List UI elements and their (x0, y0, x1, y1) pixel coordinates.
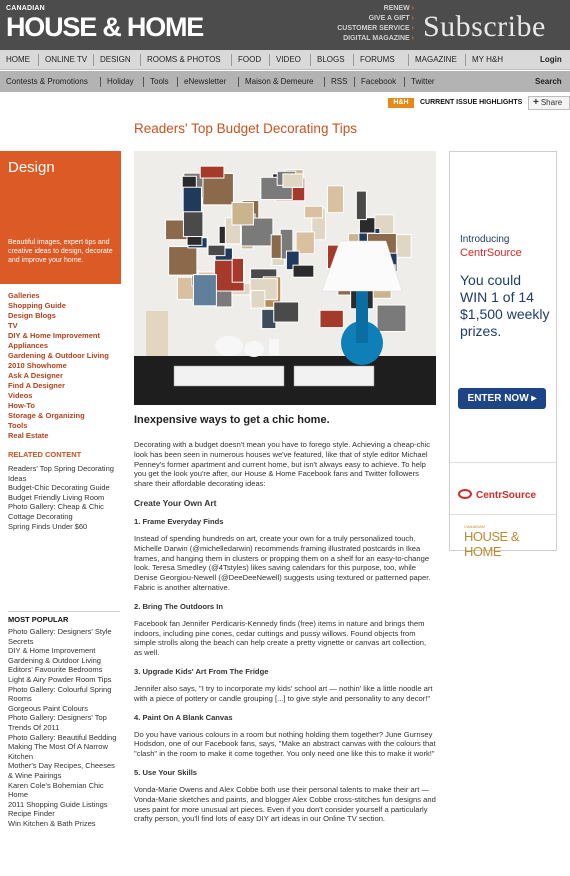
logo-tagline: CANADIAN (6, 5, 45, 12)
related-link[interactable]: Budget-Chic Decorating Guide (8, 483, 110, 493)
ad-brand-text: CentrSource (460, 247, 522, 259)
collage-frame (200, 166, 224, 178)
subnav-divider (238, 77, 239, 87)
subnav-tools[interactable]: Tools (150, 77, 169, 86)
collage-frame (327, 186, 343, 213)
section-nav-item[interactable]: Shopping Guide (8, 301, 66, 310)
popular-link[interactable]: Light & Airy Powder Room Tips (8, 674, 112, 684)
nav-divider (140, 54, 141, 66)
share-button[interactable]: + Share (528, 96, 570, 110)
popular-link[interactable]: Photo Gallery: Beautiful Bedding (8, 732, 117, 742)
site-header (0, 0, 570, 50)
nav-divider (93, 54, 94, 66)
popular-link[interactable]: Recipe Finder (8, 809, 55, 819)
divider (8, 611, 120, 612)
play-arrow-icon: ▸ (531, 393, 537, 404)
site-logo[interactable]: HOUSE & HOME (6, 12, 204, 42)
subnav-divider (324, 77, 325, 87)
nav-divider (408, 54, 409, 66)
promo-link-customer-service[interactable]: CUSTOMER SERVICE › (337, 25, 414, 32)
subnav-twitter[interactable]: Twitter (411, 77, 435, 86)
issue-highlights-bar (0, 96, 570, 112)
nav-online-tv[interactable]: ONLINE TV (45, 55, 88, 64)
nav-divider (269, 54, 270, 66)
popular-link[interactable]: Photo Gallery: Colourful Spring Rooms (8, 684, 112, 704)
tip-title: 5. Use Your Skills (134, 767, 198, 777)
nav-divider (353, 54, 354, 66)
subnav-maison[interactable]: Maison & Demeure (245, 77, 314, 86)
hh-logo-icon: H&H (388, 98, 414, 108)
section-banner (0, 151, 121, 284)
popular-link[interactable]: Karen Cole's Bohemian Chic Home (8, 780, 104, 800)
section-nav-item[interactable]: 2010 Showhome (8, 361, 67, 370)
subscribe-link[interactable]: Subscribe (423, 10, 546, 43)
collage-frame (193, 275, 216, 306)
section-title: Design (8, 159, 55, 176)
section-nav-item[interactable]: Videos (8, 391, 33, 400)
collage-frame (251, 291, 265, 309)
hero-image (134, 151, 436, 405)
collage-frame (305, 206, 323, 218)
collage-frame (232, 258, 243, 282)
subnav-holiday[interactable]: Holiday (107, 77, 134, 86)
popular-link[interactable]: Gardening & Outdoor Living (8, 655, 101, 665)
page-title: Readers' Top Budget Decorating Tips (134, 121, 357, 136)
collage-frame (271, 235, 281, 259)
divider (450, 462, 556, 463)
centrsource-logo: CentrSource (476, 490, 537, 501)
secondary-nav (0, 71, 570, 92)
issue-highlights-link[interactable]: CURRENT ISSUE HIGHLIGHTS (420, 99, 523, 106)
popular-link[interactable]: 2011 Shopping Guide Listings (8, 799, 108, 809)
section-nav-item[interactable]: Tools (8, 421, 28, 430)
section-nav-item[interactable]: Find A Designer (8, 381, 65, 390)
subnav-divider (143, 77, 144, 87)
article-body (134, 440, 436, 833)
collage-frame (296, 232, 314, 254)
collage-wall-illustration (134, 151, 436, 405)
collage-frame (293, 265, 314, 277)
popular-link[interactable]: Photo Gallery: Designers' Style Secrets (8, 627, 112, 646)
section-nav (8, 291, 120, 441)
nav-my-hh[interactable]: MY H&H (472, 55, 503, 64)
search-link[interactable]: Search (535, 77, 562, 86)
ad-prize-text: You could WIN 1 of 14 $1,500 weekly prizes. (460, 272, 550, 339)
centrsource-logo-icon (458, 489, 472, 499)
nav-video[interactable]: VIDEO (276, 55, 301, 64)
promo-link-renew[interactable]: RENEW › (383, 5, 414, 12)
collage-frame (377, 305, 406, 331)
popular-link[interactable]: Making The Most Of A Narrow Kitchen (8, 742, 108, 761)
collage-frame (283, 174, 303, 187)
section-nav-item[interactable]: Gardening & Outdoor Living (8, 351, 109, 360)
subnav-enewsletter[interactable]: eNewsletter (184, 77, 227, 86)
section-nav-item[interactable]: How-To (8, 401, 35, 410)
nav-divider (310, 54, 311, 66)
nav-divider (465, 54, 466, 66)
section-nav-item[interactable]: Appliances (8, 341, 49, 350)
tip-body: Jennifer also says, "I try to incorporate my kids' school art — nothin' like a little noodle art with a piece of pottery or candle grouping [...] to give style and personality to any decor!" (134, 683, 433, 703)
section-nav-item[interactable]: Galleries (8, 291, 40, 300)
most-popular-list (8, 627, 120, 828)
enter-now-button[interactable]: ENTER NOW ▸ (458, 388, 546, 409)
section-nav-item[interactable]: TV (8, 321, 18, 330)
nav-blogs[interactable]: BLOGS (317, 55, 345, 64)
advertisement[interactable] (449, 151, 557, 559)
nav-home[interactable]: HOME (6, 55, 30, 64)
divider (450, 514, 556, 515)
tip-title: 1. Frame Everyday Finds (134, 516, 224, 526)
nav-magazine[interactable]: MAGAZINE (415, 55, 457, 64)
nav-divider (38, 54, 39, 66)
tip-title: 2. Bring The Outdoors In (134, 601, 224, 611)
subnav-rss[interactable]: RSS (331, 77, 348, 86)
popular-link[interactable]: Gorgeous Paint Colours (8, 703, 89, 713)
collage-frame (356, 191, 366, 220)
most-popular-heading: MOST POPULAR (8, 615, 69, 624)
main-nav (0, 50, 570, 70)
hh-logo: HOUSE & HOME (464, 529, 520, 559)
login-link[interactable]: Login (540, 55, 562, 64)
tip-body: Facebook fan Jennifer Perdicaris-Kennedy finds (free) items in nature and brings them indoors, including pine cones, cedar cuttings and pussy willows. Found objects from simple strolls along the beach can help create a pretty vignette or canvas art collection, as well. (134, 618, 427, 658)
tip-body: Vonda-Marie Owens and Alex Cobbe both use their personal talents to make their art — Vonda-Marie sketches and paints, and blogger Alex Cobbe cross-stitches fun designs and uses paint for more unusual art pieces. Even if you don't consider yourself a particularly crafty person, you'll find lots of easy DIY art ideas in our Online TV section. (134, 784, 436, 824)
nav-rooms-photos[interactable]: ROOMS & PHOTOS (147, 55, 221, 64)
section-nav-item[interactable]: Real Estate (8, 431, 49, 440)
collage-frame (320, 310, 343, 327)
plus-icon: + (533, 97, 539, 108)
subnav-contests[interactable]: Contests & Promotions (6, 77, 88, 86)
popular-link[interactable]: Editors' Favourite Bedrooms (8, 665, 103, 675)
tip-title: 3. Upgrade Kids' Art From The Fridge (134, 666, 269, 676)
popular-link[interactable]: Win Kitchen & Bath Prizes (8, 818, 96, 828)
section-nav-item[interactable]: Ask A Designer (8, 371, 63, 380)
collage-frame (232, 202, 253, 225)
related-link[interactable]: Readers' Top Spring Decorating Ideas (8, 464, 114, 483)
collage-frame (183, 212, 203, 237)
article-heading: Create Your Own Art (134, 497, 217, 508)
section-nav-item[interactable]: DIY & Home Improvement (8, 331, 100, 340)
collage-frame (274, 302, 299, 322)
popular-link[interactable]: Mother's Day Recipes, Cheeses & Wine Pairings (8, 761, 115, 780)
related-link[interactable]: Spring Finds Under $60 (8, 521, 88, 531)
section-nav-item[interactable]: Design Blogs (8, 311, 56, 320)
related-content-heading: RELATED CONTENT (8, 450, 82, 459)
related-content-list (8, 464, 120, 531)
promo-link-gift[interactable]: GIVE A GIFT › (368, 15, 414, 22)
popular-link[interactable]: DIY & Home Improvement (8, 646, 96, 656)
nav-divider (231, 54, 232, 66)
section-description: Beautiful images, expert tips and creative ideas to design, decorate and improve your home. (8, 239, 113, 264)
subnav-facebook[interactable]: Facebook (361, 77, 397, 86)
hh-logo-tagline: CANADIAN (464, 524, 485, 529)
related-link[interactable]: Photo Gallery: Cheap & Chic Cottage Decorating (8, 502, 104, 521)
subnav-divider (177, 77, 178, 87)
article-lede: Inexpensive ways to get a chic home. (134, 414, 330, 426)
subnav-divider (100, 77, 101, 87)
section-nav-item[interactable]: Storage & Organizing (8, 411, 85, 420)
popular-link[interactable]: Photo Gallery: Designers' Top Trends Of 2011 (8, 713, 107, 732)
tip-body: Instead of spending hundreds on art, create your own for a truly personalized touch. Michelle Darwin (@michelledarwin) recommends framing illustrated postcards in Ikea frames, and hanging them in clusters or propping them on a shelf for an easy-to-change look. Teresa Smedley (@4Tstyles) likes saving calendars for this purpose, too, while Denise Georgiou-Newell (@DeeDeeNewell) suggests using textured or patterned paper. Fabric is another alternative. (134, 533, 431, 592)
promo-links (330, 4, 414, 44)
tip-title: 4. Paint On A Blank Canvas (134, 712, 233, 722)
subnav-divider (354, 77, 355, 87)
collage-frame (208, 245, 225, 255)
tip-body: Do you have various colours in a room but nothing holding them together? June Gurnsey Hodsdon, one of our Facebook fans, says, "Make an abstract canvas with the colours that "clash" in the room to make it come together. You only need one like this to make it work!" (134, 729, 436, 759)
nav-food[interactable]: FOOD (238, 55, 262, 64)
article-intro: Decorating with a budget doesn't mean you have to forego style. Achieving a cheap-chic look has been seen in numerous houses we've featured, like that of style editor Michael Penney's former apartment and current home, but isn't always easy to achieve. To help you get the look you're after, our House & Home Facebook fans and Twitter followers share their affordable decorating ideas: (134, 440, 431, 489)
nav-forums[interactable]: FORUMS (360, 55, 395, 64)
promo-link-digital[interactable]: DIGITAL MAGAZINE › (343, 35, 414, 42)
ad-intro-text: Introducing (460, 234, 510, 245)
subnav-divider (404, 77, 405, 87)
nav-design[interactable]: DESIGN (100, 55, 131, 64)
related-link[interactable]: Budget Friendly Living Room (8, 492, 105, 502)
collage-frame (169, 247, 197, 276)
